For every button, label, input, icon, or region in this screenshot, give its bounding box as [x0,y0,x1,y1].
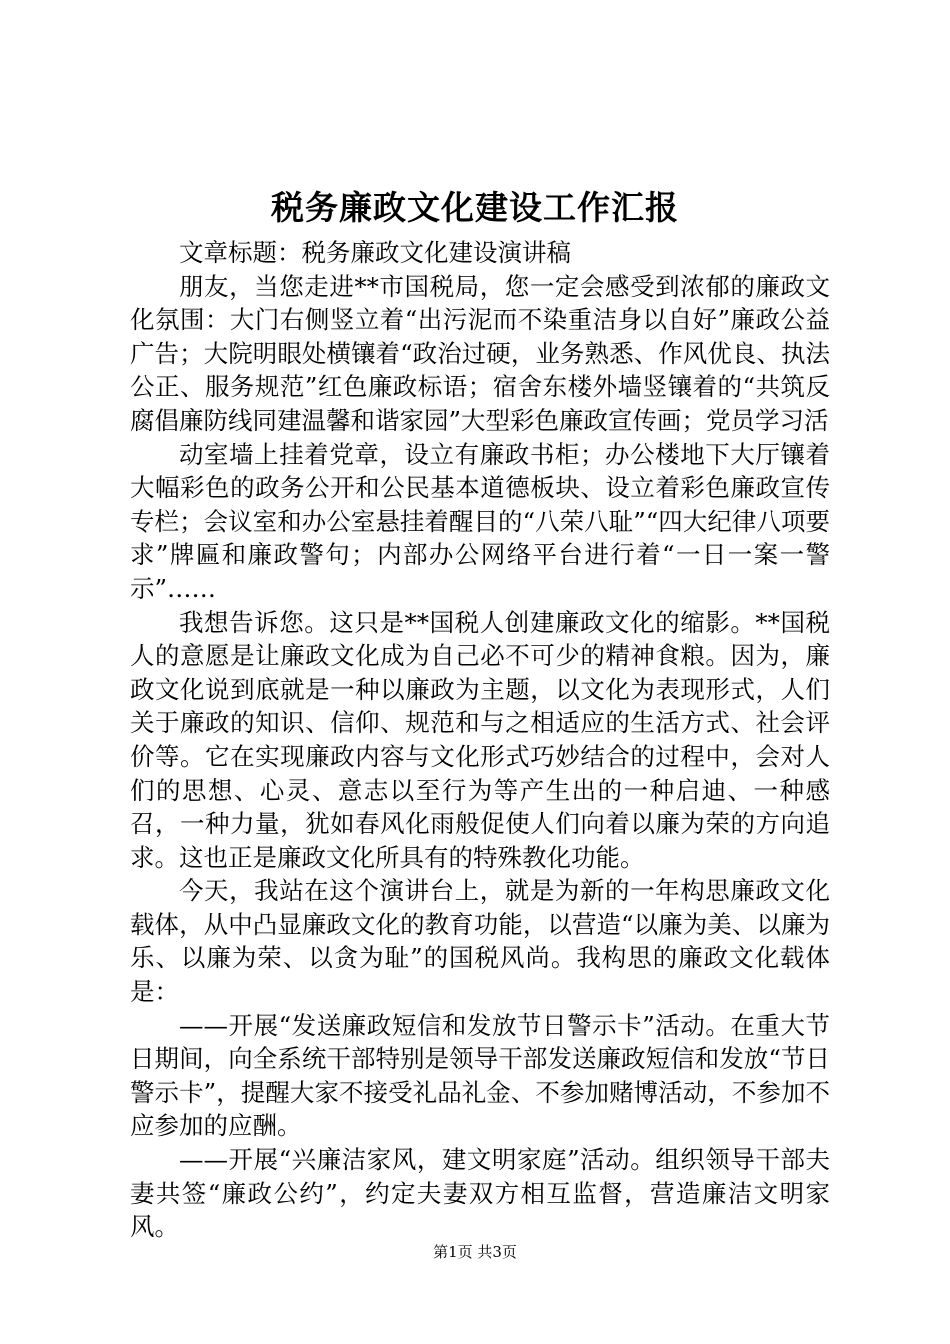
paragraph-activity-family: ——开展“兴廉洁家风，建文明家庭”活动。组织领导干部夫妻共签“廉政公约”，约定夫妻双方相互监督，营造廉洁文明家风。 [130,1145,830,1242]
paragraph-explanation: 我想告诉您。这只是**国税人创建廉政文化的缩影。**国税人的意愿是让廉政文化成为自己必不可少的精神食粮。因为，廉政文化说到底就是一种以廉政为主题，以文化为表现形式，人们关于廉政的知识、信仰、规范和与之相适应的生活方式、社会评价等。它在实现廉政内容与文化形式巧妙结合的过程中，会对人们的思想、心灵、意志以至行为等产生出的一种启迪、一种感召，一种力量，犹如春风化雨般促使人们向着以廉为荣的方向追求。这也正是廉政文化所具有的特殊教化功能。 [130,607,830,872]
paragraph-today: 今天，我站在这个演讲台上，就是为新的一年构思廉政文化载体，从中凸显廉政文化的教育功能，以营造“以廉为美、以廉为乐、以廉为荣、以贪为耻”的国税风尚。我构思的廉政文化载体是： [130,876,830,1007]
paragraph-article-title: 文章标题：税务廉政文化建设演讲稿 [179,238,571,267]
paragraph-activity-sms: ——开展“发送廉政短信和发放节日警示卡”活动。在重大节日期间，向全系统干部特别是领导干部发送廉政短信和发放“节日警示卡”，提醒大家不接受礼品礼金、不参加赌博活动，不参加不应参加的应酬。 [130,1010,830,1141]
paragraph-continued: 动室墙上挂着党章，设立有廉政书柜；办公楼地下大厅镶着大幅彩色的政务公开和公民基本道德板块、设立着彩色廉政宣传专栏；会议室和办公室悬挂着醒目的“八荣八耻”“四大纪律八项要求”牌匾和廉政警句；内部办公网络平台进行着“一日一案一警示”…… [130,439,830,603]
document-title: 税务廉政文化建设工作汇报 [271,188,679,227]
document-body [130,236,830,1244]
page-number: 第1页 共3页 [433,1243,517,1261]
paragraph-intro: 朋友，当您走进**市国税局，您一定会感受到浓郁的廉政文化氛围：大门右侧竖立着“出污泥而不染重洁身以自好”廉政公益广告；大院明眼处横镶着“政治过硬，业务熟悉、作风优良、执法公正、服务规范”红色廉政标语；宿舍东楼外墙竖镶着的“共筑反腐倡廉防线同建温馨和谐家园”大型彩色廉政宣传画；党员学习活 [130,271,830,435]
